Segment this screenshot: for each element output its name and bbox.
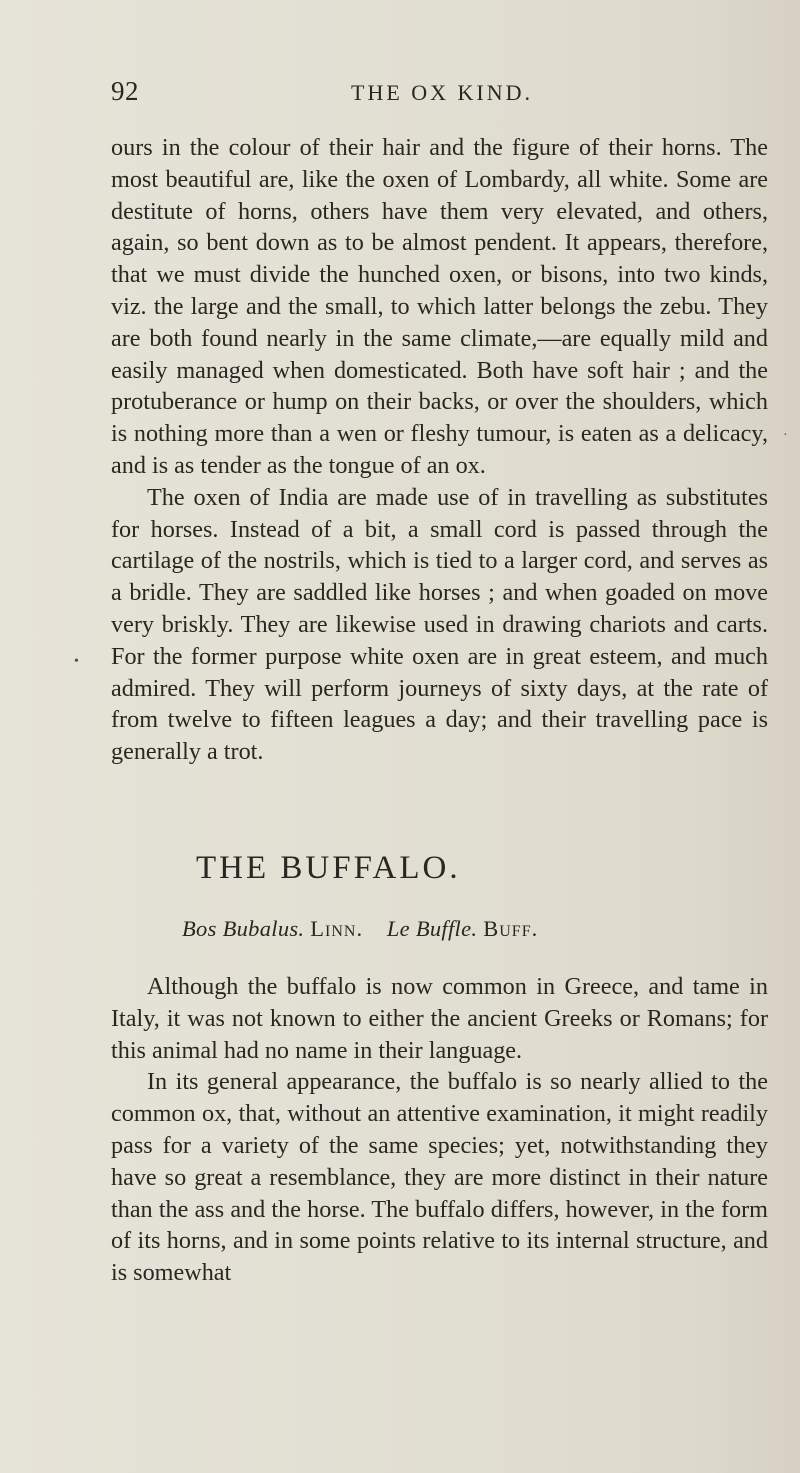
margin-speck: ·: [783, 428, 788, 443]
running-head: THE OX KIND.: [351, 80, 534, 105]
french-author: Buff.: [483, 916, 539, 941]
paragraph-buffalo-history: Although the buffalo is now common in Greece, and tame in Italy, it was not known to either the ancient Greeks or Romans; for this animal had no name in their language.: [111, 973, 768, 1064]
section-title-buffalo: THE BUFFALO.: [196, 850, 461, 886]
paragraph-hunched-oxen: ours in the colour of their hair and the figure of their horns. The most beautiful are, like the oxen of Lombardy, all white. Some are destitute of horns, others have them very elevated, and others, again, so bent down as to be almost pendent. It appears, therefore, that we must divide the hunched oxen, or bisons, into two kinds, viz. the large and the small, to which latter belongs the zebu. They are both found nearly in the same climate,—are equally mild and easily managed when domesticated. Both have soft hair ; and the protuberance or hump on their backs, or over the shoulders, which is nothing more than a wen or fleshy tumour, is eaten as a delicacy, and is as tender as the tongue of an ox.: [111, 134, 768, 479]
paragraph-buffalo-appearance: In its general appearance, the buffalo is so nearly allied to the common ox, that, without an attentive examination, it might readily pass for a variety of the same species; yet, notwithstanding they have so great a resemblance, they are more distinct in their nature than the ass and the horse. The buffalo differs, however, in the form of its horns, and in some points relative to its internal structure, and is somewhat: [111, 1068, 768, 1287]
section-ox-text: [111, 132, 768, 768]
section-buffalo-text: [111, 971, 768, 1289]
latin-name: Bos Bubalus.: [182, 916, 305, 941]
paragraph-oxen-of-india: The oxen of India are made use of in travelling as substitutes for horses. Instead of a bit, a small cord is passed through the cartilage of the nostrils, which is tied to a larger cord, and serves as a bridle. They are saddled like horses ; and when goaded on move very briskly. They are likewise used in drawing chariots and carts. For the former purpose white oxen are in great esteem, and much admired. They will perform journeys of sixty days, at the rate of from twelve to fifteen leagues a day; and their travelling pace is generally a trot.: [111, 483, 768, 766]
latin-author: Linn.: [310, 916, 364, 941]
page-number: 92: [111, 76, 139, 106]
page-header: [111, 76, 771, 116]
french-name: Le Buffle.: [386, 916, 478, 941]
species-names: [182, 916, 538, 942]
margin-speck: •: [74, 654, 79, 669]
